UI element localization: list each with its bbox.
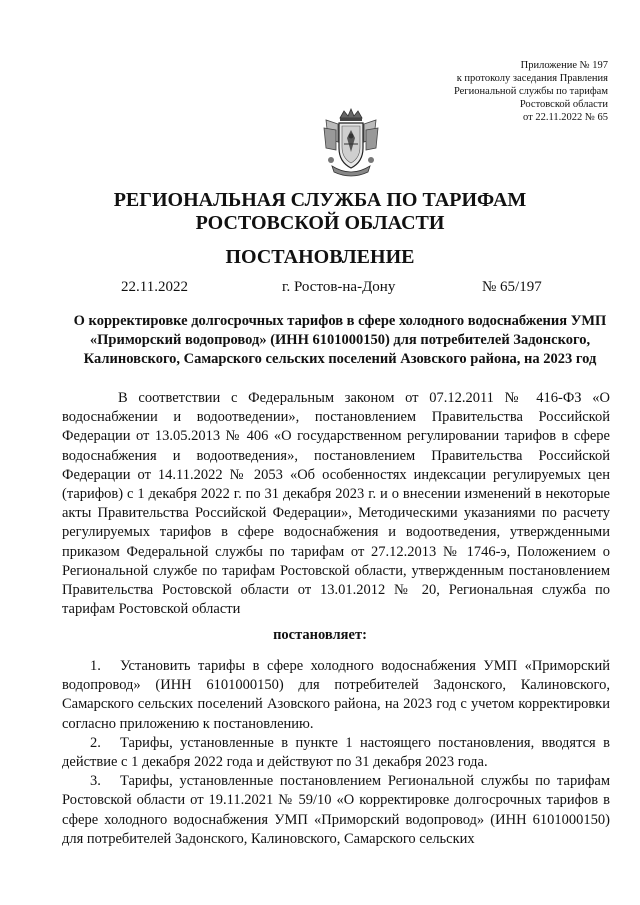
appendix-line: Региональной службы по тарифам	[453, 86, 608, 97]
decree-item-text: Тарифы, установленные в пункте 1 настоящего постановления, вводятся в действие с 1 декабря 2022 года и действуют по 31 декабря 2023 года.	[62, 734, 610, 771]
authority-name	[0, 189, 640, 235]
decree-items	[62, 657, 610, 849]
document-number: № 65/197	[482, 279, 542, 295]
preamble-paragraph: В соответствии с Федеральным законом от 07.12.2011 № 416-ФЗ «О водоснабжении и водоотведении», постановлением Правительства Российской Федерации от 13.05.2013 № 406 «О государственном регулировании тарифов в сфере водоснабжения и водоотведения», постановлением Правительства Российской Федерации от 14.11.2022 № 2053 «Об особенностях индексации регулируемых цен (тарифов) с 1 декабря 2022 г. по 31 декабря 2023 г. и о внесении изменений в некоторые акты Правительства Российской Федерации», Методическими указаниями по расчету регулируемых тарифов в сфере водоснабжения и водоотведения, утвержденными приказом Федеральной службы по тарифам от 27.12.2013 № 1746-э, Положением о Региональной службе по тарифам Ростовской области, утвержденным постановлением Правительства Ростовской области от 13.01.2012 № 20, Региональная служба по тарифам Ростовской области	[62, 390, 610, 618]
decree-item	[62, 734, 610, 772]
appendix-line: от 22.11.2022 № 65	[523, 112, 608, 123]
appendix-line: Ростовской области	[519, 99, 608, 110]
appendix-line: к протоколу заседания Правления	[456, 73, 608, 84]
authority-line: РОСТОВСКОЙ ОБЛАСТИ	[195, 212, 445, 234]
document-date: 22.11.2022	[121, 279, 188, 295]
document-subject: О корректировке долгосрочных тарифов в сфере холодного водоснабжения УМП «Приморский водопровод» (ИНН 6101000150) для потребителей Задонского, Калиновского, Самарского сельских поселений Азовского района, на 2023 год	[73, 313, 607, 367]
document-meta	[0, 277, 640, 297]
coat-of-arms-icon	[322, 108, 380, 180]
appendix-line: Приложение № 197	[520, 60, 608, 71]
authority-line: РЕГИОНАЛЬНАЯ СЛУЖБА ПО ТАРИФАМ	[113, 189, 527, 211]
decree-item-number: 1.	[90, 658, 101, 674]
decree-item-number: 2.	[90, 734, 101, 751]
decree-item-text: Тарифы, установленные постановлением Региональной службы по тарифам Ростовской области от 19.11.2021 № 59/10 «О корректировке долгосрочных тарифов в сфере холодного водоснабжения УМП «Приморский водопровод» (ИНН 6101000150) для потребителей Задонского, Калиновского, Самарского сельских	[62, 773, 610, 847]
document-type: ПОСТАНОВЛЕНИЕ	[225, 246, 415, 268]
decree-item	[62, 657, 610, 734]
decree-item-text: Установить тарифы в сфере холодного водоснабжения УМП «Приморский водопровод» (ИНН 6101000150) для потребителей Задонского, Калиновского, Самарского сельских поселений Азовского района, на 2023 год с учетом корректировки согласно приложению к постановлению.	[62, 658, 610, 732]
appendix-note	[454, 59, 608, 124]
document-city: г. Ростов-на-Дону	[282, 279, 396, 295]
decree-item-number: 3.	[90, 773, 101, 790]
decree-item	[62, 772, 610, 849]
decrees-label: постановляет:	[273, 627, 367, 643]
